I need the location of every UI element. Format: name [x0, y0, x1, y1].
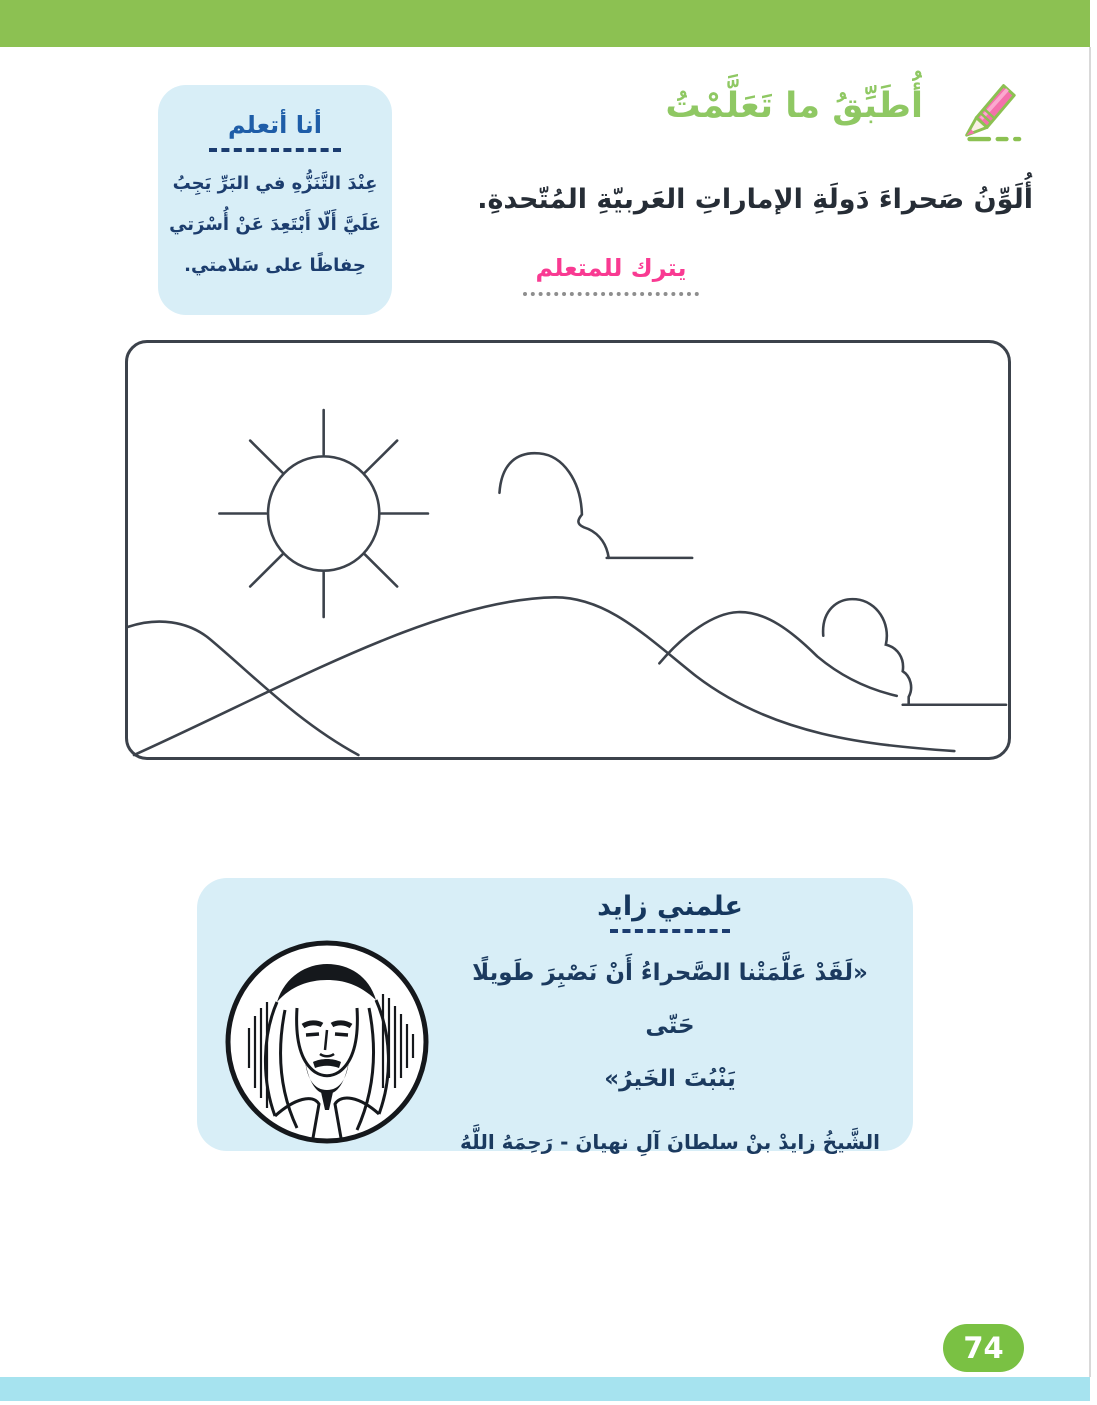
pencil-icon [953, 68, 1023, 144]
i-learn-title: أنا أتعلم [227, 111, 322, 139]
apply-section-header [665, 68, 1023, 144]
zayed-box-title: علمني زايد [597, 891, 743, 922]
i-learn-text-line: عَلَيَّ أَلّا أَبْتَعِدَ عَنْ أُسْرَتي [169, 214, 381, 235]
task-instruction: أُلَوِّنُ صَحراءَ دَولَةِ الإماراتِ العَربيّةِ المُتّحدةِ. [477, 184, 1033, 215]
bottom-cyan-strip [0, 1377, 1090, 1401]
zayed-quote-box [197, 878, 913, 1154]
answer-hint: يترك للمتعلم [523, 254, 699, 296]
dashed-underline [209, 148, 341, 152]
coloring-area[interactable] [125, 340, 1011, 760]
quote-attribution: الشَّيخُ زايدْ بنْ سلطانَ آلِ نهيانَ - رَحِمَهُ اللَّهُ [460, 1130, 880, 1154]
section-title: أُطَبِّقُ ما تَعَلَّمْتُ [665, 86, 923, 126]
i-learn-text-line: حِفاظًا على سَلامتي. [184, 255, 366, 276]
zayed-quote-line: يَنْبُتَ الخَيرُ» [604, 1066, 736, 1092]
sand-dunes-drawing [128, 597, 954, 755]
i-learn-text-line: عِنْدَ التَّنَزُّهِ في البَرِّ يَجِبُ [172, 173, 378, 194]
dashed-underline [610, 929, 730, 933]
page-number-badge: 74 [943, 1324, 1024, 1372]
top-green-bar [0, 0, 1090, 47]
cloud-drawing [499, 453, 692, 558]
page-edge-line [1089, 47, 1091, 1377]
sun-drawing [219, 410, 428, 617]
zayed-portrait [223, 938, 431, 1146]
i-learn-box [158, 85, 392, 315]
zayed-quote-line: «لَقَدْ عَلَّمَتْنا الصَّحراءُ أَنْ نَصْبِرَ طَويلًا حَتّى [472, 960, 868, 1039]
desert-shrub-drawing [823, 599, 1006, 705]
